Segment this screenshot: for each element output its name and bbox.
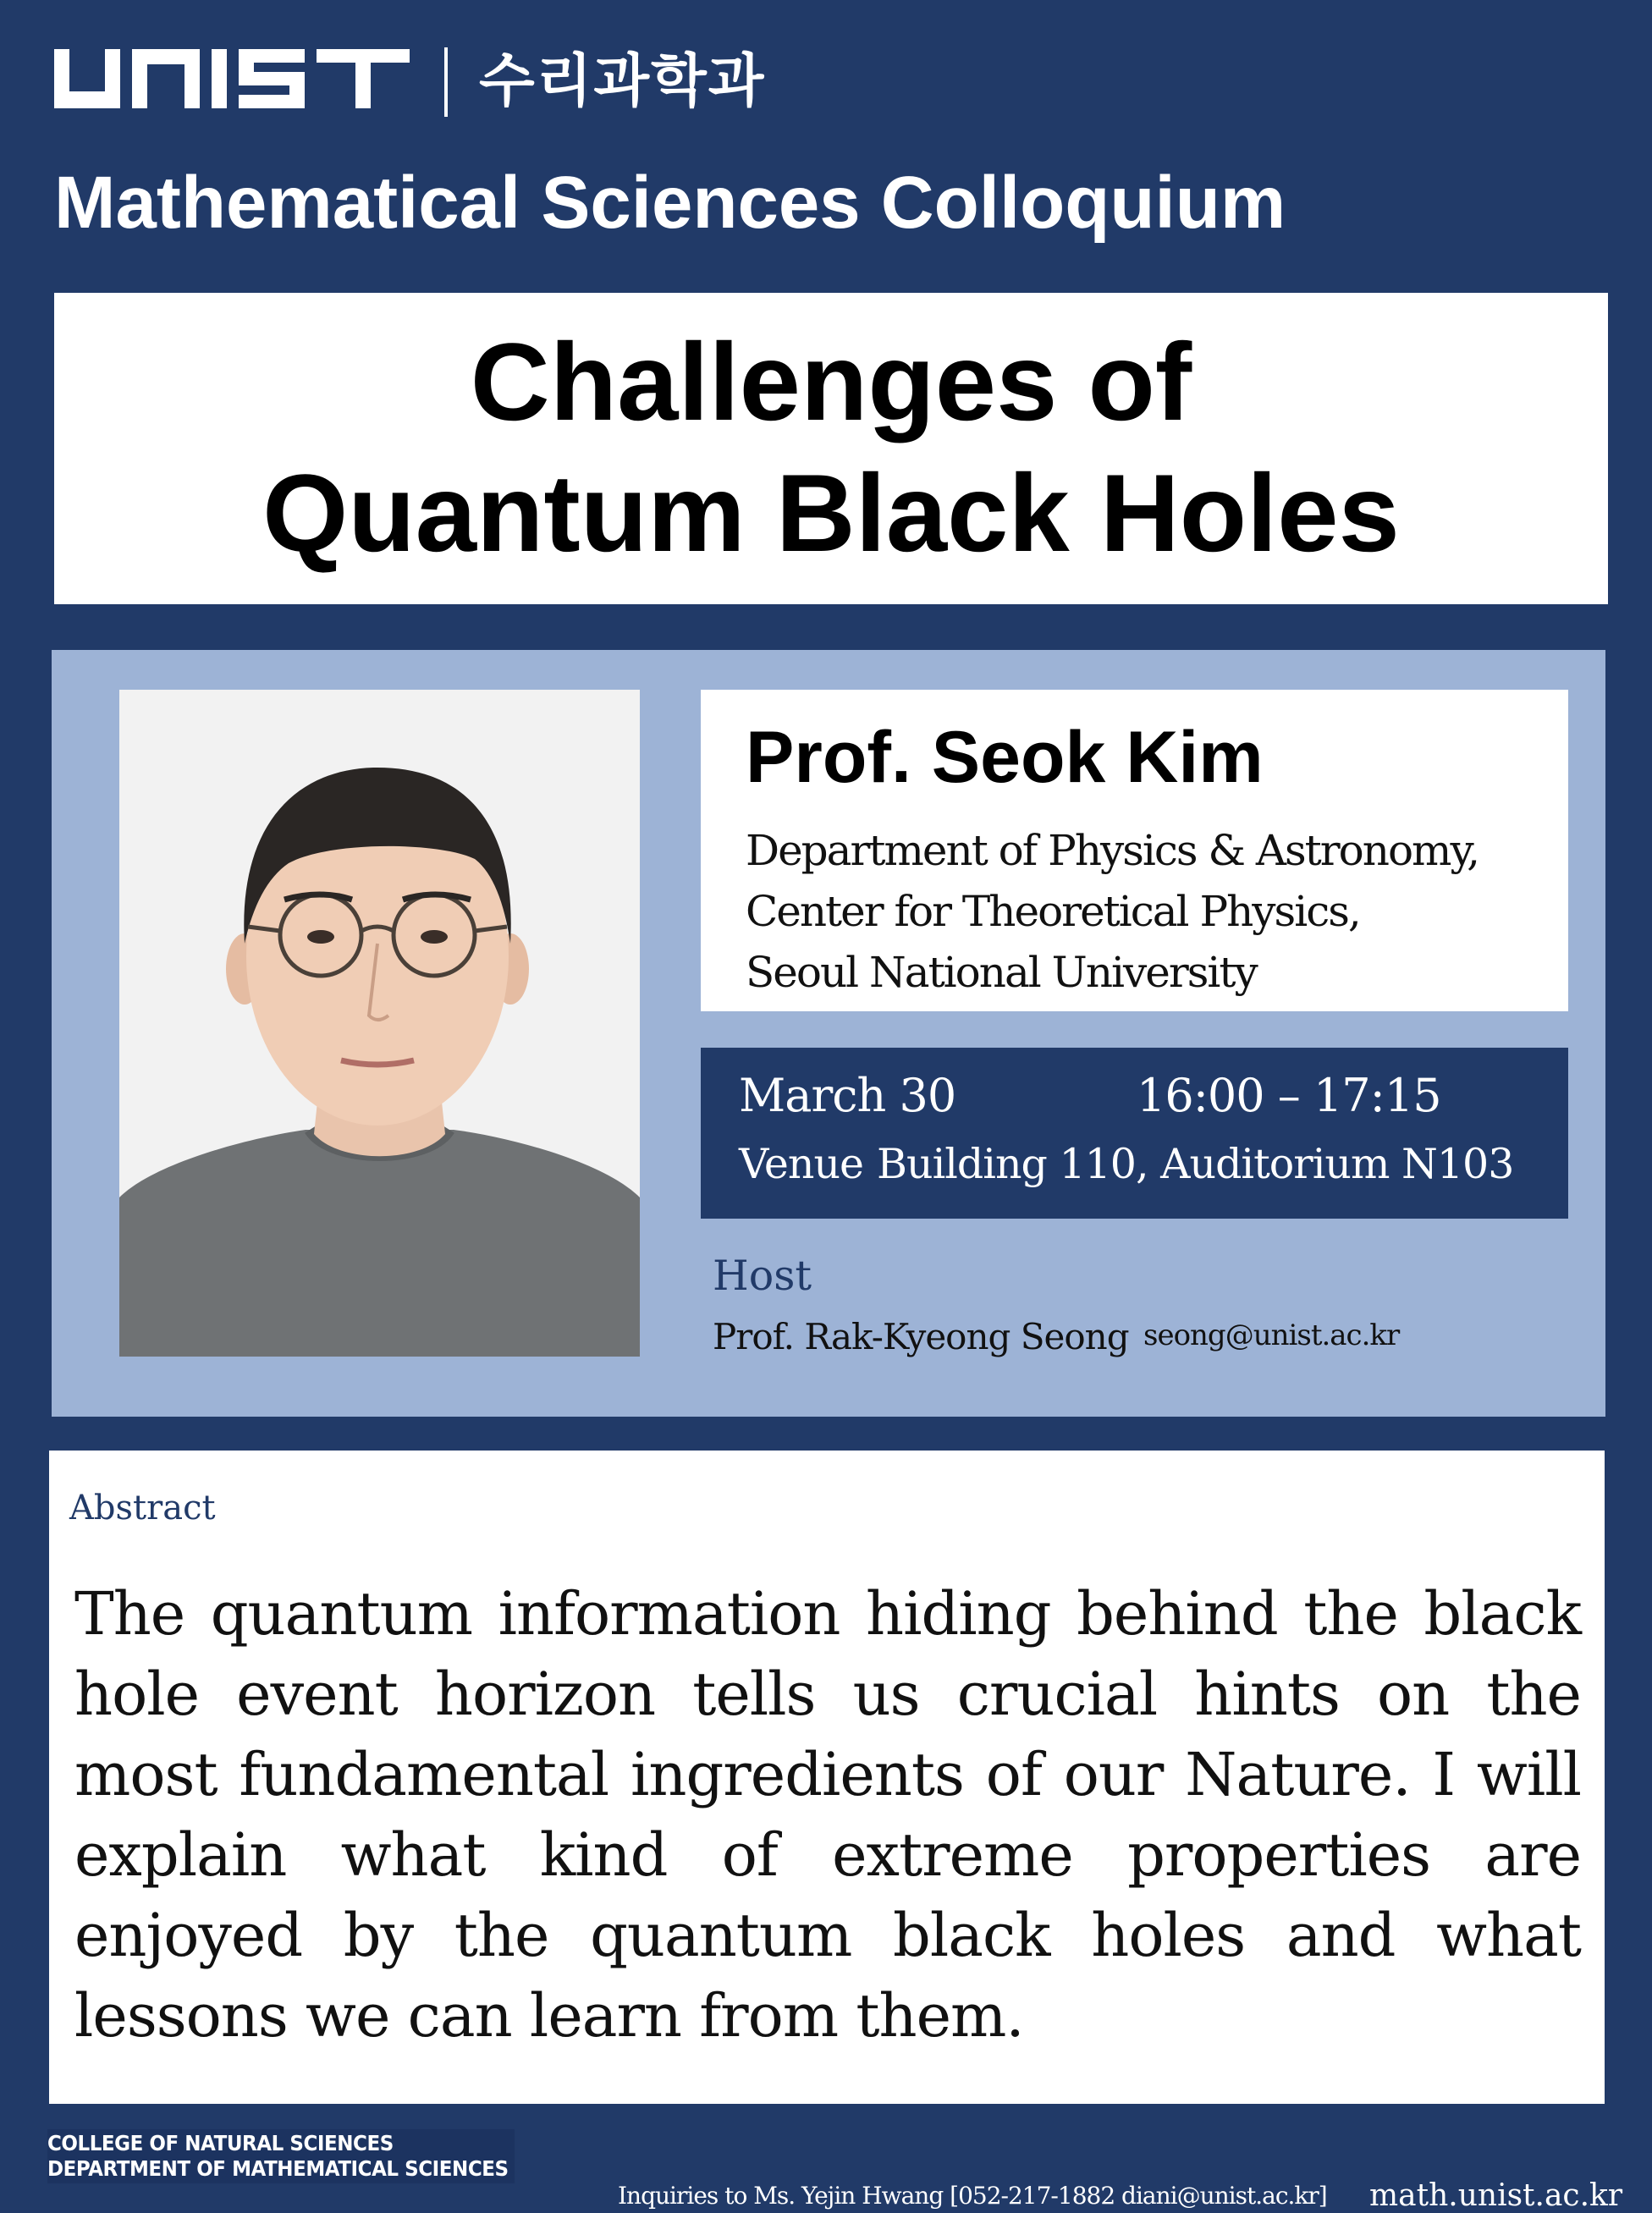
host-name: Prof. Rak-Kyeong Seong: [713, 1316, 1129, 1357]
footer-org-line-1: COLLEGE OF NATURAL SCIENCES: [47, 2131, 394, 2155]
abstract-label: Abstract: [69, 1489, 216, 1528]
host-email: seong@unist.ac.kr: [1143, 1318, 1400, 1352]
venue-label: Venue: [739, 1140, 864, 1188]
logo-divider: [444, 47, 448, 117]
abstract-box: [49, 1451, 1605, 2104]
footer-website: math.unist.ac.kr: [1369, 2178, 1623, 2213]
talk-title-line-1: Challenges of: [470, 320, 1192, 443]
talk-date: March 30: [739, 1069, 956, 1122]
footer-org-line-2: DEPARTMENT OF MATHEMATICAL SCIENCES: [47, 2156, 509, 2181]
talk-title-line-2: Quantum Black Holes: [262, 451, 1400, 575]
abstract-text: The quantum information hiding behind the black hole event horizon tells us crucial hints on the most fundamental ingredients of our Nature. I will explain what kind of extreme properties are enjoyed by the quantum black holes and what lessons we can learn from them.: [74, 1579, 1581, 2051]
schedule-box: [701, 1048, 1568, 1219]
venue: Building 110, Auditorium N103: [877, 1140, 1514, 1188]
speaker-name: Prof. Seok Kim: [746, 717, 1264, 798]
host-label: Host: [713, 1252, 812, 1300]
speaker-photo: [119, 690, 640, 1357]
speaker-affiliation-line-1: Department of Physics & Astronomy,: [746, 826, 1479, 875]
speaker-affiliation-line-2: Center for Theoretical Physics,: [746, 887, 1360, 936]
talk-title-box: [54, 293, 1608, 604]
department-korean-name: 수리과학과: [479, 48, 766, 115]
unist-logo: [54, 49, 410, 112]
talk-time: 16:00 – 17:15: [1137, 1069, 1441, 1122]
speaker-affiliation-line-3: Seoul National University: [746, 948, 1257, 997]
footer-inquiry: Inquiries to Ms. Yejin Hwang [052-217-1882 diani@unist.ac.kr]: [618, 2182, 1327, 2210]
footer-organization: [47, 2129, 515, 2183]
series-title: Mathematical Sciences Colloquium: [54, 162, 1286, 244]
speaker-info-box: [701, 690, 1568, 1011]
